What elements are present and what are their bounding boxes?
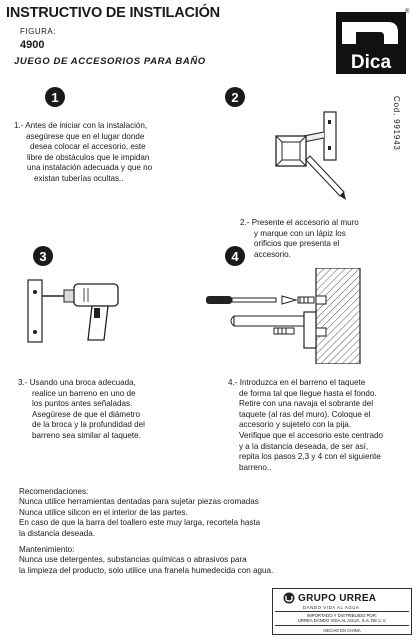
step-3-line: los puntos antes señaladas. [32,399,133,409]
step-4-line: barreno.. [239,462,272,472]
step-4-line: repita los pasos 2,3 y 4 con el siguiente [239,452,381,462]
step-4-text [228,378,383,473]
step-1-line: 1.- Antes de iniciar con la instalación, [14,121,148,130]
step-3-line: Asegúrese de que el diámetro [32,409,140,419]
step-2-line: 2.- Presente el accesorio al muro [240,218,359,227]
made-in-label: HECHO EN CHINA [323,628,361,633]
step-2-text [240,218,359,260]
registered-mark: ® [405,9,410,15]
step-2-line: accesorio. [254,249,291,259]
step-2-line: orificios que presenta el [254,239,340,249]
document-title: INSTRUCTIVO DE INSTILACIÓN [6,5,220,21]
step-1-line: una instalación adecuada y que no [27,163,153,173]
step-4-line: Verifique que el accesorio este centrado [239,430,383,440]
company-tagline: DANDO VIDA AL AGUA [303,605,360,610]
step-3-text [18,378,145,442]
step-4-line: taquete (al ras del muro). Coloque el [239,409,371,419]
step-2-illustration [266,108,356,213]
recommendations-heading: Recomendaciones: [19,487,89,496]
step-4-line: accesorio y sujetelo con la pija. [239,420,352,430]
step-2-badge: 2 [225,87,245,107]
step-4-illustration [204,268,364,369]
step-3-line: barreno sea similar al taquete. [32,430,141,440]
step-1-line: asegúrese que en el lugar donde [26,131,145,141]
step-1-badge: 1 [45,87,65,107]
step-1-line: desea colocar el accesorio, este [30,142,146,152]
step-1-line: libre de obstáculos que le impidan [27,152,150,162]
step-3-illustration [24,278,134,355]
figure-label: FIGURA: [20,27,56,36]
maintenance-line: Nunca use detergentes, substancias químicas o abrasivos para [19,555,247,565]
step-4-badge: 4 [225,246,245,266]
recommendation-line: la distancia deseada. [19,528,96,538]
importer-box [272,588,412,635]
importer-name: URREA DANDO VIDA AL AGUA, S.A. DE C.V. [297,618,387,623]
dica-logo [336,12,406,74]
step-1-text [14,121,152,185]
maintenance-line: la limpieza del producto, solo utilice una franela humedecida con agua. [19,565,274,575]
maintenance-heading: Mantenimiento: [19,545,75,554]
product-code: Cod. 991943 [392,96,401,151]
step-4-line: y a la distancia deseada, de ser así, [239,441,369,451]
step-3-line: de la broca y la profundidad del [32,420,145,430]
step-3-line: 3.- Usando una broca adecuada, [18,378,136,387]
company-name: GRUPO URREA [298,592,377,604]
figure-number: 4900 [20,39,45,51]
importer-label: IMPORTADO Y DISTRIBUIDO POR: [306,613,378,618]
step-2-line: y marque con un lápiz los [254,228,346,238]
product-subtitle: JUEGO DE ACCESORIOS PARA BAÑO [14,56,206,67]
grupo-urrea-logo [283,592,376,604]
recommendation-line: Nunca utilice silicon en el interior de las partes. [19,507,188,517]
recommendation-line: En caso de que la barra del toallero este muy larga, recortela hasta [19,518,261,528]
maintenance-section [19,545,273,576]
step-3-badge: 3 [33,246,53,266]
step-1-line: existan tuberías ocultas.. [34,173,124,183]
step-4-line: de forma tal que llegue hasta el fondo. [239,388,377,398]
urrea-icon [283,592,295,604]
recommendation-line: Nunca utilice herramientas dentadas para sujetar piezas cromadas [19,497,259,507]
step-4-line: 4.- Introduzca en el barreno el taquete [228,378,366,387]
brand-name: Dica [350,52,392,73]
step-3-line: realice un barreno en uno de [32,388,136,398]
recommendations-section [19,487,260,539]
step-4-line: Retire con una navaja el sobrante del [239,399,374,409]
